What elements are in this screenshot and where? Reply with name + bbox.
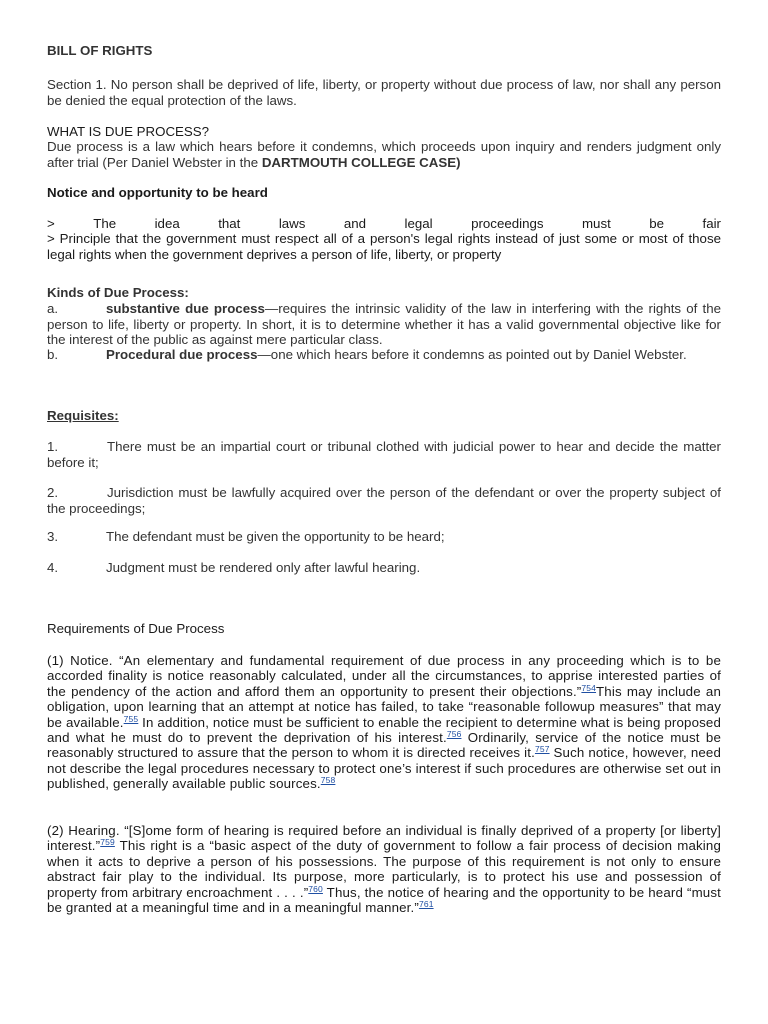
idea-word: must bbox=[581, 216, 611, 231]
idea-word: be bbox=[649, 216, 665, 231]
footnote-link[interactable]: 757 bbox=[534, 744, 550, 755]
kind-text: —one which hears before it condemns as pointed out by Daniel Webster. bbox=[257, 347, 687, 362]
requisite-num: 1. bbox=[47, 439, 59, 454]
requisite-num: 3. bbox=[47, 529, 59, 544]
idea-word: > bbox=[47, 216, 55, 231]
notice-text: Ordinarily, service of the notice must be reasonably structured to assure that the person to whom it is directed receives it. bbox=[47, 730, 721, 761]
requisite-num: 4. bbox=[47, 560, 59, 575]
kind-item bbox=[47, 301, 721, 348]
what-text-body: Due process is a law which hears before it condemns, which proceeds upon inquiry and renders judgment only after trial (Per Daniel Webster in the bbox=[47, 139, 721, 170]
requisite-item bbox=[47, 560, 721, 576]
notice-text: Such notice, however, need not describe the legal procedures necessary to protect one’s interest if such procedures are otherwise set out in published, generally available public sources. bbox=[47, 745, 721, 792]
idea-word: and bbox=[343, 216, 367, 231]
idea-word: that bbox=[218, 216, 241, 231]
hearing-text: Thus, the notice of hearing and the opportunity to be heard “must be granted at a meaningful time and in a meaningful manner.” bbox=[47, 884, 721, 916]
idea-word: The bbox=[93, 216, 117, 231]
kind-term: Procedural due process bbox=[106, 347, 258, 362]
requisite-text: The defendant must be given the opportunity to be heard; bbox=[106, 529, 445, 544]
footnote-link[interactable]: 756 bbox=[446, 729, 462, 740]
idea-word: laws bbox=[278, 216, 306, 231]
idea-word: idea bbox=[154, 216, 180, 231]
section-1-text: Section 1. No person shall be deprived of life, liberty, or property without due process of law, nor shall any person be denied the equal protection of the laws. bbox=[47, 77, 721, 108]
footnote-link[interactable]: 760 bbox=[308, 883, 323, 894]
footnote-link[interactable]: 755 bbox=[123, 713, 139, 724]
requisite-item bbox=[47, 529, 721, 545]
kind-text: —requires the intrinsic validity of the law in interfering with the rights of the person to life, liberty or property. In short, it is to determine whether it has a valid governmental objective like for the interest of the public as against mere particular class. bbox=[47, 301, 722, 347]
kind-term: substantive due process bbox=[106, 301, 265, 316]
notice-text: (1) Notice. “An elementary and fundamental requirement of due process in any proceeding which is to be accorded finality is notice reasonably calculated, under all the circumstances, to apprise interested parties of the pendency of the action and afford them an opportunity to present their objections.” bbox=[47, 653, 721, 699]
idea-word: fair bbox=[702, 216, 721, 231]
requisite-text: Judgment must be rendered only after lawful hearing. bbox=[106, 560, 421, 575]
what-heading: WHAT IS DUE PROCESS? bbox=[47, 124, 210, 139]
notice-text: In addition, notice must be sufficient to enable the recipient to determine what is being proposed and what he must do to prevent the deprivation of his interest. bbox=[47, 714, 722, 746]
requisite-item bbox=[47, 485, 721, 516]
requisite-text: There must be an impartial court or tribunal clothed with judicial power to hear and decide the matter before it; bbox=[47, 439, 721, 470]
kind-letter: b. bbox=[47, 347, 59, 362]
kinds-heading: Kinds of Due Process: bbox=[47, 285, 189, 300]
footnote-link[interactable]: 758 bbox=[320, 775, 336, 786]
notice-text: This may include an obligation, upon learning that an attempt at notice has failed, to take “reasonable followup measures” that may be available. bbox=[47, 683, 721, 730]
page-title: BILL OF RIGHTS bbox=[47, 43, 153, 58]
kind-letter: a. bbox=[47, 301, 59, 316]
notice-paragraph bbox=[47, 653, 721, 792]
footnote-link[interactable]: 759 bbox=[100, 837, 115, 848]
idea-word: proceedings bbox=[471, 216, 544, 231]
footnote-link[interactable]: 761 bbox=[418, 899, 434, 910]
principle-text: > Principle that the government must respect all of a person's legal rights instead of just some or most of those legal rights when the government deprives a person of life, liberty, or property bbox=[47, 231, 721, 262]
requirements-heading: Requirements of Due Process bbox=[47, 621, 225, 636]
hearing-text: (2) Hearing. “[S]ome form of hearing is required before an individual is finally deprived of a property [or liberty] interest.” bbox=[47, 823, 721, 854]
hearing-paragraph bbox=[47, 823, 721, 915]
footnote-link[interactable]: 754 bbox=[581, 682, 597, 693]
what-text bbox=[47, 139, 721, 170]
requisite-item bbox=[47, 439, 721, 470]
requisite-text: Jurisdiction must be lawfully acquired over the person of the defendant or over the property subject of the proceedings; bbox=[47, 485, 721, 516]
hearing-text: This right is a “basic aspect of the duty of government to follow a fair process of decision making when it acts to deprive a person of his possessions. The purpose of this requirement is not only to ensure abstract fair play to the individual. Its purpose, more particularly, is to protect his use and possession of property from arbitrary encroachment . . . .” bbox=[47, 838, 721, 900]
requisites-heading: Requisites: bbox=[47, 408, 119, 423]
kind-item bbox=[47, 347, 721, 363]
idea-word: legal bbox=[404, 216, 433, 231]
requisite-num: 2. bbox=[47, 485, 59, 500]
notice-heading: Notice and opportunity to be heard bbox=[47, 185, 268, 200]
idea-line bbox=[47, 216, 721, 232]
dartmouth-case: DARTMOUTH COLLEGE CASE) bbox=[261, 154, 461, 170]
